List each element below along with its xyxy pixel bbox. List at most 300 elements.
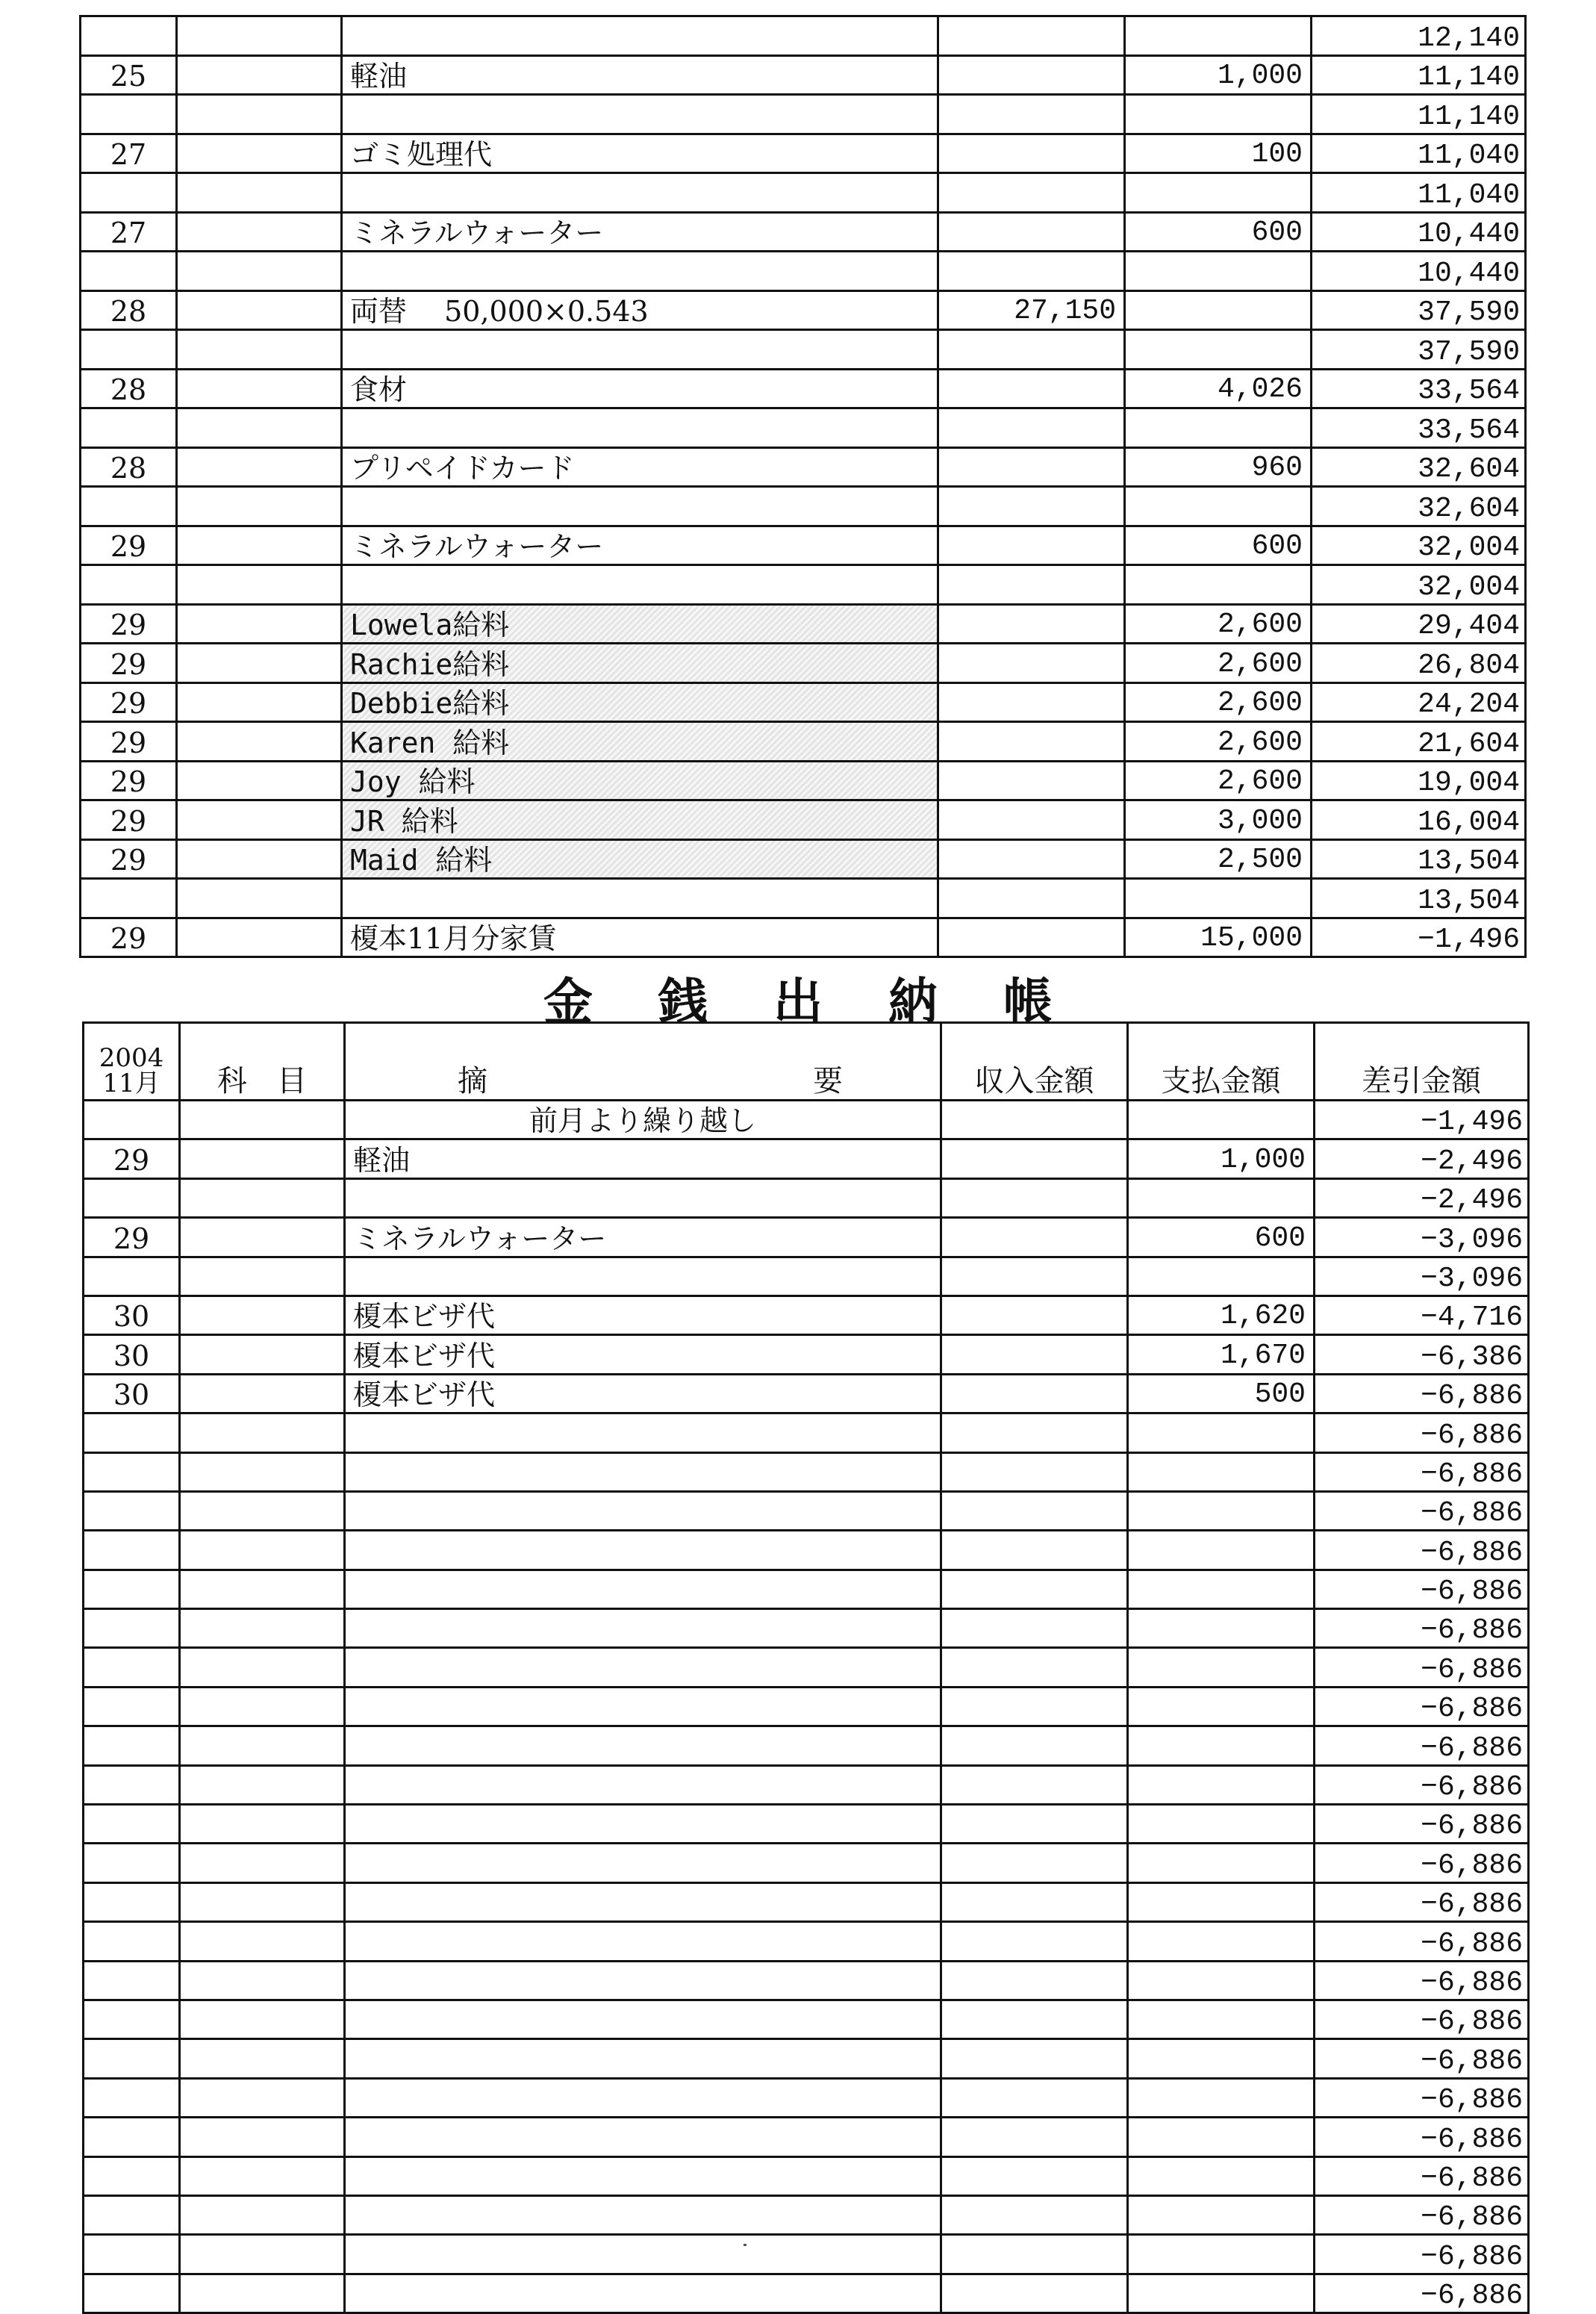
row-income xyxy=(941,1491,1128,1530)
title-char: 金 xyxy=(543,973,593,1030)
row-payment xyxy=(1128,2235,1315,2274)
row-subject xyxy=(180,1922,345,1961)
table-row xyxy=(84,2000,1529,2038)
row-description xyxy=(345,1726,941,1765)
row-day: 27 xyxy=(81,134,177,173)
table-row xyxy=(84,1687,1529,1726)
row-subject xyxy=(177,330,342,370)
row-day: 29 xyxy=(81,918,177,957)
row-income xyxy=(938,879,1125,918)
row-balance: 13,504 xyxy=(1312,879,1526,918)
row-description: Rachie給料 xyxy=(342,644,938,683)
row-payment: 2,600 xyxy=(1125,604,1312,644)
row-description xyxy=(345,2078,941,2117)
row-day xyxy=(84,1413,180,1452)
row-income xyxy=(941,1178,1128,1217)
row-day xyxy=(84,1687,180,1726)
row-balance: 19,004 xyxy=(1312,761,1526,800)
header-subject: 科 目 xyxy=(180,1023,345,1101)
row-subject xyxy=(177,95,342,134)
row-payment: 1,000 xyxy=(1125,55,1312,95)
row-description xyxy=(342,252,938,291)
row-subject xyxy=(180,1805,345,1844)
row-balance: 11,040 xyxy=(1312,173,1526,213)
row-payment xyxy=(1128,1413,1315,1452)
row-income xyxy=(941,2156,1128,2195)
row-description xyxy=(345,1882,941,1921)
row-payment xyxy=(1128,2195,1315,2234)
scan-mark xyxy=(744,2244,746,2246)
table-row xyxy=(81,800,1526,840)
row-payment: 4,026 xyxy=(1125,369,1312,408)
row-income xyxy=(941,2235,1128,2274)
row-income xyxy=(938,487,1125,526)
row-income xyxy=(938,212,1125,252)
row-income xyxy=(941,1570,1128,1608)
row-day: 25 xyxy=(81,55,177,95)
row-day: 30 xyxy=(84,1335,180,1374)
table-row xyxy=(81,330,1526,370)
row-payment xyxy=(1125,565,1312,605)
row-subject xyxy=(180,1844,345,1882)
table-row xyxy=(84,1257,1529,1296)
row-day xyxy=(84,2118,180,2156)
row-payment xyxy=(1125,408,1312,448)
row-income xyxy=(938,330,1125,370)
row-balance: −1,496 xyxy=(1315,1101,1529,1139)
row-balance: −6,886 xyxy=(1315,2235,1529,2274)
row-subject xyxy=(180,2078,345,2117)
row-day xyxy=(84,1257,180,1296)
table-row xyxy=(84,2039,1529,2078)
table-row xyxy=(84,1452,1529,1491)
row-subject xyxy=(180,1491,345,1530)
row-payment xyxy=(1125,290,1312,330)
row-subject xyxy=(180,1961,345,2000)
row-day xyxy=(81,330,177,370)
row-payment xyxy=(1128,1961,1315,2000)
table-row xyxy=(84,1374,1529,1413)
row-description xyxy=(342,330,938,370)
row-description xyxy=(345,1687,941,1726)
row-income xyxy=(938,173,1125,213)
row-balance: 11,040 xyxy=(1312,134,1526,173)
table-row xyxy=(84,1961,1529,2000)
row-subject xyxy=(180,1531,345,1570)
row-description xyxy=(342,565,938,605)
row-balance: 10,440 xyxy=(1312,252,1526,291)
row-payment: 600 xyxy=(1128,1218,1315,1257)
row-day xyxy=(81,173,177,213)
row-day: 29 xyxy=(81,761,177,800)
row-balance: −6,886 xyxy=(1315,2039,1529,2078)
row-payment xyxy=(1128,1531,1315,1570)
header-description xyxy=(345,1023,941,1101)
row-description: 軽油 xyxy=(345,1139,941,1178)
row-day xyxy=(84,1648,180,1687)
ledger-top-body xyxy=(81,16,1526,957)
row-subject xyxy=(180,1335,345,1374)
row-day: 29 xyxy=(81,604,177,644)
row-subject xyxy=(180,2156,345,2195)
row-balance: 33,564 xyxy=(1312,369,1526,408)
row-payment xyxy=(1125,173,1312,213)
row-day xyxy=(84,1101,180,1139)
row-balance: 37,590 xyxy=(1312,290,1526,330)
row-income xyxy=(941,1413,1128,1452)
row-subject xyxy=(177,290,342,330)
row-income xyxy=(941,1335,1128,1374)
header-date xyxy=(84,1023,180,1101)
row-description xyxy=(342,173,938,213)
row-balance: 32,004 xyxy=(1312,565,1526,605)
row-subject xyxy=(180,1296,345,1334)
row-day xyxy=(81,879,177,918)
row-balance: 16,004 xyxy=(1312,800,1526,840)
row-income xyxy=(938,526,1125,565)
row-income xyxy=(941,1805,1128,1844)
table-row xyxy=(81,487,1526,526)
row-income xyxy=(941,2078,1128,2117)
row-income xyxy=(938,408,1125,448)
row-subject xyxy=(180,1139,345,1178)
row-payment xyxy=(1128,1844,1315,1882)
row-day xyxy=(81,487,177,526)
row-description xyxy=(345,2274,941,2313)
row-income xyxy=(941,1961,1128,2000)
row-income: 27,150 xyxy=(938,290,1125,330)
row-description: Debbie給料 xyxy=(342,682,938,722)
row-description: ミネラルウォーター xyxy=(342,526,938,565)
row-balance: −6,886 xyxy=(1315,1961,1529,2000)
row-payment xyxy=(1128,2274,1315,2313)
row-subject xyxy=(180,1452,345,1491)
header-desc-right: 要 xyxy=(813,1064,843,1098)
row-subject xyxy=(180,1609,345,1648)
title-char: 出 xyxy=(773,973,823,1030)
row-payment: 1,670 xyxy=(1128,1335,1315,1374)
row-subject xyxy=(177,918,342,957)
row-payment: 2,600 xyxy=(1125,761,1312,800)
row-balance: −6,886 xyxy=(1315,1765,1529,1804)
table-row xyxy=(84,1805,1529,1844)
table-row xyxy=(84,1335,1529,1374)
row-income xyxy=(941,1765,1128,1804)
row-income xyxy=(941,2039,1128,2078)
row-subject xyxy=(180,2195,345,2234)
row-subject xyxy=(180,1101,345,1139)
row-day xyxy=(81,408,177,448)
row-day xyxy=(81,565,177,605)
row-payment: 2,600 xyxy=(1125,644,1312,683)
row-subject xyxy=(177,212,342,252)
row-description xyxy=(345,1178,941,1217)
row-income xyxy=(941,1726,1128,1765)
row-payment: 1,620 xyxy=(1128,1296,1315,1334)
row-balance: 11,140 xyxy=(1312,95,1526,134)
row-day xyxy=(84,2039,180,2078)
row-payment xyxy=(1128,1687,1315,1726)
header-income: 収入金額 xyxy=(941,1023,1128,1101)
row-description: 食材 xyxy=(342,369,938,408)
row-description xyxy=(345,1570,941,1608)
row-payment xyxy=(1128,2118,1315,2156)
table-row xyxy=(84,1765,1529,1804)
row-income xyxy=(938,839,1125,879)
row-day xyxy=(84,1491,180,1530)
row-description: Joy 給料 xyxy=(342,761,938,800)
row-description: Karen 給料 xyxy=(342,722,938,762)
table-row xyxy=(81,526,1526,565)
row-income xyxy=(941,1531,1128,1570)
row-income xyxy=(941,1609,1128,1648)
row-description xyxy=(345,2195,941,2234)
row-day xyxy=(81,16,177,56)
row-description xyxy=(345,2156,941,2195)
row-balance: −6,886 xyxy=(1315,2274,1529,2313)
row-description xyxy=(345,2118,941,2156)
row-day xyxy=(84,1805,180,1844)
row-income xyxy=(941,1687,1128,1726)
row-balance: −6,886 xyxy=(1315,1687,1529,1726)
row-subject xyxy=(180,2118,345,2156)
row-subject xyxy=(180,1882,345,1921)
row-balance: 32,604 xyxy=(1312,447,1526,487)
row-income xyxy=(938,918,1125,957)
row-subject xyxy=(180,1726,345,1765)
row-day xyxy=(84,1765,180,1804)
table-row xyxy=(81,252,1526,291)
row-payment: 3,000 xyxy=(1125,800,1312,840)
row-payment xyxy=(1128,1805,1315,1844)
row-income xyxy=(938,682,1125,722)
row-description xyxy=(345,1922,941,1961)
row-day xyxy=(84,1570,180,1608)
row-day xyxy=(84,1452,180,1491)
row-balance: −6,886 xyxy=(1315,1491,1529,1530)
row-payment xyxy=(1128,2156,1315,2195)
row-payment xyxy=(1128,1257,1315,1296)
row-balance: 26,804 xyxy=(1312,644,1526,683)
table-row xyxy=(84,1218,1529,1257)
table-row xyxy=(81,565,1526,605)
row-subject xyxy=(180,1257,345,1296)
row-description xyxy=(345,1452,941,1491)
row-day: 29 xyxy=(81,644,177,683)
table-row xyxy=(81,604,1526,644)
table-row xyxy=(81,447,1526,487)
row-balance: −6,886 xyxy=(1315,1922,1529,1961)
row-payment: 2,600 xyxy=(1125,722,1312,762)
row-description xyxy=(345,2039,941,2078)
row-balance: −6,886 xyxy=(1315,1531,1529,1570)
title-char: 銭 xyxy=(658,973,708,1030)
row-description: 両替 50,000×0.543 xyxy=(342,290,938,330)
row-payment: 600 xyxy=(1125,526,1312,565)
row-balance: −6,886 xyxy=(1315,1374,1529,1413)
row-description xyxy=(342,408,938,448)
row-income xyxy=(938,722,1125,762)
row-day xyxy=(84,1882,180,1921)
row-balance: −6,886 xyxy=(1315,1648,1529,1687)
row-payment xyxy=(1125,330,1312,370)
row-income xyxy=(938,16,1125,56)
row-subject xyxy=(177,879,342,918)
table-row xyxy=(84,2118,1529,2156)
row-payment xyxy=(1128,1609,1315,1648)
ledger-table-bottom xyxy=(82,1021,1530,2314)
row-balance: 32,004 xyxy=(1312,526,1526,565)
row-subject xyxy=(177,644,342,683)
row-day: 28 xyxy=(81,290,177,330)
row-subject xyxy=(177,134,342,173)
header-balance: 差引金額 xyxy=(1315,1023,1529,1101)
row-subject xyxy=(177,408,342,448)
row-balance: −6,886 xyxy=(1315,2195,1529,2234)
row-subject xyxy=(177,565,342,605)
header-month: 11月 xyxy=(102,1069,160,1098)
row-description: Lowela給料 xyxy=(342,604,938,644)
row-day xyxy=(84,1726,180,1765)
row-payment xyxy=(1128,2039,1315,2078)
row-balance: 11,140 xyxy=(1312,55,1526,95)
row-description xyxy=(345,1609,941,1648)
row-income xyxy=(938,604,1125,644)
row-balance: 37,590 xyxy=(1312,330,1526,370)
row-subject xyxy=(180,2235,345,2274)
table-row xyxy=(84,1139,1529,1178)
row-description xyxy=(345,1844,941,1882)
table-row xyxy=(84,1922,1529,1961)
row-day xyxy=(84,1961,180,2000)
row-day: 29 xyxy=(81,526,177,565)
row-payment xyxy=(1125,879,1312,918)
ledger-table-top xyxy=(79,15,1527,958)
row-day xyxy=(84,1844,180,1882)
row-description xyxy=(345,1805,941,1844)
row-income xyxy=(941,1218,1128,1257)
row-income xyxy=(941,2118,1128,2156)
table-row xyxy=(84,2156,1529,2195)
table-row xyxy=(84,1844,1529,1882)
table-row xyxy=(84,1178,1529,1217)
table-row xyxy=(84,1491,1529,1530)
row-subject xyxy=(180,1178,345,1217)
row-subject xyxy=(177,839,342,879)
row-subject xyxy=(180,2274,345,2313)
table-row xyxy=(81,839,1526,879)
row-subject xyxy=(177,55,342,95)
row-income xyxy=(941,1139,1128,1178)
row-balance: −6,886 xyxy=(1315,1882,1529,1921)
row-subject xyxy=(177,761,342,800)
row-subject xyxy=(180,1413,345,1452)
row-payment xyxy=(1128,1922,1315,1961)
table-row xyxy=(84,1101,1529,1139)
row-payment xyxy=(1128,2000,1315,2038)
row-income xyxy=(938,369,1125,408)
row-balance: −6,886 xyxy=(1315,1726,1529,1765)
table-row xyxy=(84,1413,1529,1452)
row-income xyxy=(938,55,1125,95)
row-day xyxy=(84,1178,180,1217)
row-description xyxy=(342,487,938,526)
row-income xyxy=(938,134,1125,173)
row-description xyxy=(345,1961,941,2000)
row-balance: −3,096 xyxy=(1315,1257,1529,1296)
row-income xyxy=(941,1844,1128,1882)
row-day: 30 xyxy=(84,1296,180,1334)
table-row xyxy=(84,2078,1529,2117)
row-description xyxy=(345,1491,941,1530)
row-description: 前月より繰り越し xyxy=(345,1101,941,1139)
header-year: 2004 xyxy=(99,1043,164,1073)
row-day xyxy=(84,2078,180,2117)
row-day xyxy=(84,2195,180,2234)
row-balance: −6,886 xyxy=(1315,1805,1529,1844)
row-payment xyxy=(1128,2078,1315,2117)
table-row xyxy=(81,55,1526,95)
row-subject xyxy=(177,682,342,722)
table-row xyxy=(81,95,1526,134)
row-description xyxy=(345,2000,941,2038)
row-subject xyxy=(180,1765,345,1804)
row-income xyxy=(938,644,1125,683)
row-income xyxy=(941,1648,1128,1687)
row-income xyxy=(941,1882,1128,1921)
row-day xyxy=(84,2156,180,2195)
row-balance: 29,404 xyxy=(1312,604,1526,644)
row-subject xyxy=(177,369,342,408)
row-day xyxy=(84,2235,180,2274)
row-payment: 500 xyxy=(1128,1374,1315,1413)
row-description xyxy=(345,1257,941,1296)
row-subject xyxy=(177,800,342,840)
row-payment xyxy=(1128,1648,1315,1687)
row-balance: −1,496 xyxy=(1312,918,1526,957)
row-income xyxy=(941,2195,1128,2234)
row-balance: −6,886 xyxy=(1315,2156,1529,2195)
row-balance: −3,096 xyxy=(1315,1218,1529,1257)
row-income xyxy=(941,1922,1128,1961)
row-day: 29 xyxy=(81,722,177,762)
table-row xyxy=(81,173,1526,213)
table-row xyxy=(84,1531,1529,1570)
row-description: 軽油 xyxy=(342,55,938,95)
row-payment xyxy=(1125,16,1312,56)
row-day xyxy=(84,2000,180,2038)
row-subject xyxy=(177,526,342,565)
row-income xyxy=(938,565,1125,605)
row-income xyxy=(938,252,1125,291)
row-payment xyxy=(1128,1726,1315,1765)
table-row xyxy=(81,761,1526,800)
table-row xyxy=(81,682,1526,722)
row-day xyxy=(84,1922,180,1961)
row-payment: 600 xyxy=(1125,212,1312,252)
row-subject xyxy=(180,1687,345,1726)
row-payment xyxy=(1128,1178,1315,1217)
row-day: 29 xyxy=(84,1218,180,1257)
row-description xyxy=(342,16,938,56)
row-payment: 960 xyxy=(1125,447,1312,487)
row-balance: −6,886 xyxy=(1315,2000,1529,2038)
row-day: 30 xyxy=(84,1374,180,1413)
table-row xyxy=(84,1609,1529,1648)
row-subject xyxy=(180,1570,345,1608)
row-description: 榎本ビザ代 xyxy=(345,1335,941,1374)
row-balance: −6,886 xyxy=(1315,2118,1529,2156)
